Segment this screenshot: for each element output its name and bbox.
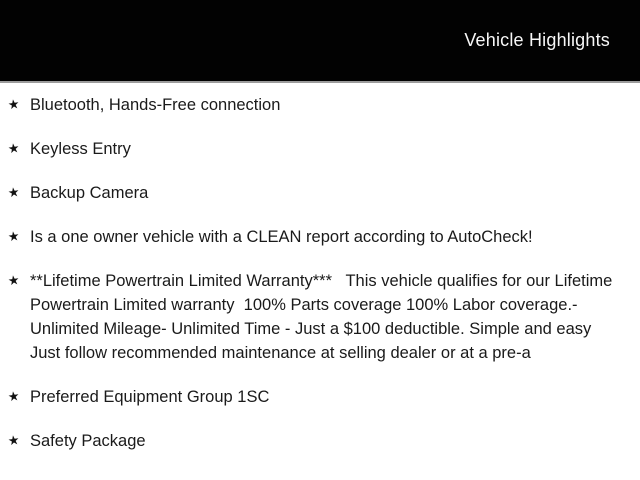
page-title: Vehicle Highlights bbox=[464, 30, 610, 50]
header-bar bbox=[0, 0, 640, 83]
highlight-item bbox=[8, 93, 614, 117]
star-bullet-icon: ★ bbox=[6, 139, 21, 157]
star-bullet-icon: ★ bbox=[6, 387, 21, 405]
star-bullet-icon: ★ bbox=[6, 227, 21, 245]
highlight-text: Backup Camera bbox=[30, 184, 149, 202]
star-bullet-icon: ★ bbox=[6, 95, 21, 113]
highlight-item bbox=[8, 429, 614, 453]
highlights-body bbox=[0, 83, 640, 453]
highlight-text: **Lifetime Powertrain Limited Warranty*** This vehicle qualifies for our Lifetime Powertrain Limited warranty 100% Parts coverage 100% Labor coverage.- Unlimited Mileage- Unlimited Time - Just a $100 deductible. Simple and easy Just follow recommended maintenance at selling dealer or at a pre-a bbox=[30, 272, 617, 362]
highlight-text: Preferred Equipment Group 1SC bbox=[30, 388, 270, 406]
highlight-text: Is a one owner vehicle with a CLEAN report according to AutoCheck! bbox=[30, 228, 533, 246]
highlight-text: Bluetooth, Hands-Free connection bbox=[30, 96, 281, 114]
highlight-item bbox=[8, 385, 614, 409]
highlight-item bbox=[8, 137, 614, 161]
highlight-item bbox=[8, 225, 614, 249]
highlight-text: Keyless Entry bbox=[30, 140, 131, 158]
highlight-item bbox=[6, 269, 617, 365]
star-bullet-icon: ★ bbox=[6, 271, 21, 289]
highlights-list bbox=[6, 93, 617, 453]
star-bullet-icon: ★ bbox=[6, 183, 21, 201]
highlight-text: Safety Package bbox=[30, 432, 146, 450]
star-bullet-icon: ★ bbox=[6, 431, 21, 449]
highlight-item bbox=[8, 181, 614, 205]
